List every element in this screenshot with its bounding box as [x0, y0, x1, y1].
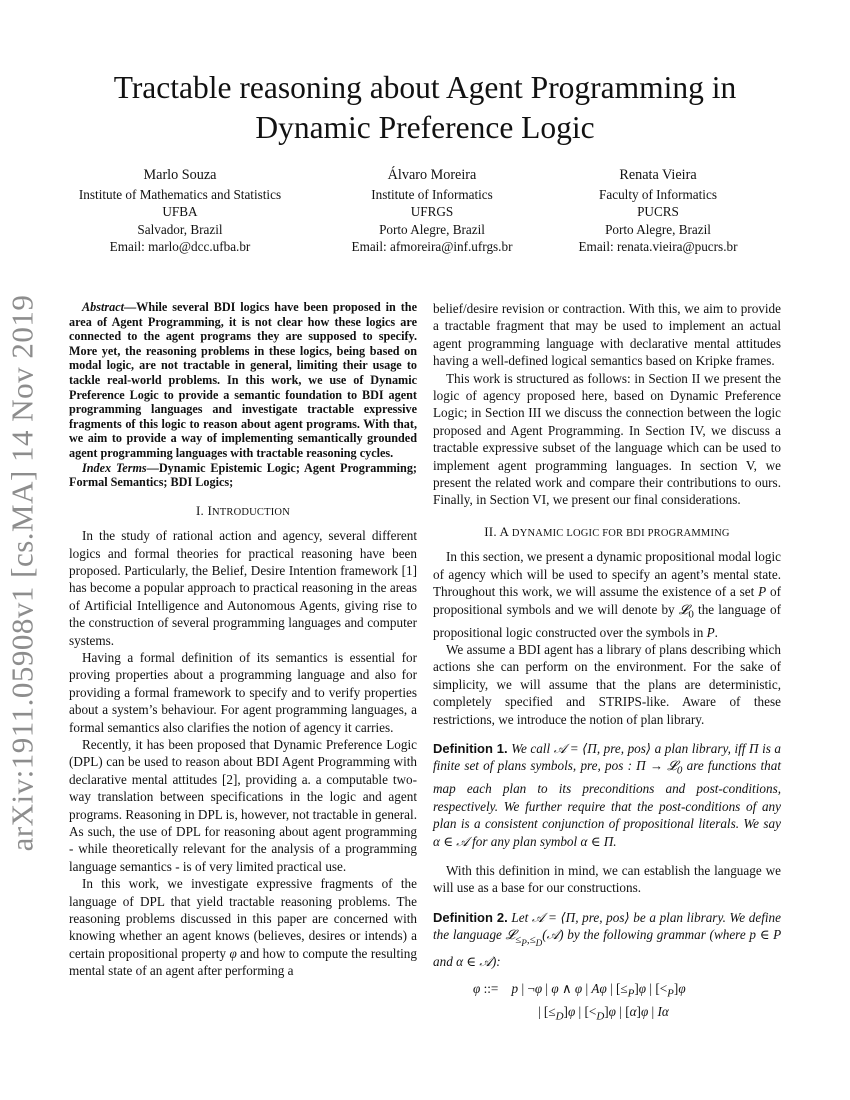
- section-heading-dynamic-logic: II. A DYNAMIC LOGIC FOR BDI PROGRAMMING: [484, 523, 730, 539]
- author-name: Renata Vieira: [619, 167, 697, 183]
- intro-paragraph-3: Recently, it has been proposed that Dynamic Preference Logic (DPL) can be used to reason about BDI Agent Programming with declarative mental attitudes [2], providing a. a computable two-way translation between specifications in the logic and agent programs. Reasoning in DPL is, however, not tractable in general. As such, the use of DPL for reasoning about agent programming - while theoretically relevant for the analysis of a programming language semantics - is of very limited practical use.: [69, 737, 417, 874]
- author-2: [312, 167, 552, 256]
- left-column: [69, 300, 417, 980]
- author-3: [538, 167, 778, 256]
- intro-paragraph-2: Having a formal definition of its semantics is essential for proving properties about a programming language and also for providing a formal framework to specify and to verify properties about a system’s behaviour. For agent programming languages, a formal semantics also clarifies the notion of agency it carries.: [69, 649, 417, 735]
- paper-title: Tractable reasoning about Agent Programming in Dynamic Preference Logic: [113, 70, 737, 145]
- definition-1: Definition 1. We call 𝒜 = ⟨Π, pre, pos⟩ a plan library, iff Π is a finite set of plans symbols, pre, pos : Π → 𝓛$_0$ are functions that map each plan to its preconditions and post-conditions, respectively. We further require that the post-conditions of any plan is a consistent conjunction of propositional literals. We say α ∈ 𝒜 for any plan symbol α ∈ Π.: [433, 740, 782, 849]
- abstract: [69, 300, 417, 461]
- section-heading-introduction: I. INTRODUCTION: [196, 502, 290, 518]
- section2-paragraph-3: With this definition in mind, we can establish the language we will use as a base for our constructions.: [433, 863, 781, 896]
- author-name: Álvaro Moreira: [387, 167, 477, 183]
- author-institution: PUCRS: [637, 204, 679, 219]
- author-email: Email: afmoreira@inf.ufrgs.br: [351, 239, 513, 254]
- author-institution: UFBA: [162, 204, 198, 219]
- definition-2: Definition 2. Let 𝒜 = ⟨Π, pre, pos⟩ be a plan library. We define the language 𝓛$_{\le_P,\le_D}$(𝒜) by the following grammar (where p ∈ P and α ∈ 𝒜):: [433, 909, 781, 969]
- author-email: Email: renata.vieira@pucrs.br: [578, 239, 738, 254]
- author-name: Marlo Souza: [143, 167, 217, 183]
- abstract-label: Abstract: [82, 300, 124, 314]
- arxiv-identifier: arXiv:1911.05908v1 [cs.MA] 14 Nov 2019: [4, 294, 40, 852]
- index-terms: [69, 461, 417, 490]
- intro-paragraph-5: This work is structured as follows: in Section II we present the logic of agency proposed here, based on Dynamic Preference Logic; in Section III we discuss the connection between the logic proposed and Agent Programming. In Section IV, we discuss a tractable expressive subset of the language which can be used to implement agent programming languages. In section V, we present the related work and compare their contributions to ours. Finally, in Section VI, we present our final considerations.: [433, 370, 781, 508]
- index-terms-label: Index Terms: [82, 460, 147, 475]
- author-block: [60, 167, 790, 257]
- section2-paragraph-1: In this section, we present a dynamic propositional modal logic of agency which will be used to specify an agent’s mental state. Throughout this work, we will assume the existence of a set P of propositional symbols and we will denote by 𝓛$_0$ the language of propositional logic constructed over the symbols in P.: [433, 549, 781, 640]
- author-email: Email: marlo@dcc.ufba.br: [109, 239, 251, 254]
- author-affiliation: Institute of Mathematics and Statistics: [78, 186, 282, 202]
- index-terms-text: —Dynamic Epistemic Logic; Agent Programming; Formal Semantics; BDI Logics;: [69, 460, 417, 490]
- abstract-text: —While several BDI logics have been proposed in the area of Agent Programming, it is not clear how these logics are connected to the agent programs they are supposed to specify. More yet, the reasoning problems in these logics, being based on modal logic, are not tractable in general, limiting their usage to tackle real-world problems. In this work, we use of Dynamic Preference Logic to provide a semantic foundation to BDI agent programming languages and investigate tractable expressive fragments of this logic to reason about agent programs. With that, we aim to provide a way of implementing semantically grounded agent programming languages with tractable reasoning cycles.: [69, 300, 417, 460]
- right-column: [433, 300, 781, 1026]
- arxiv-sidebar: [0, 253, 44, 893]
- section2-paragraph-2: We assume a BDI agent has a library of plans describing which actions she can perform on the environment. For the sake of simplicity, we will assume that the plans are deterministic, completely specified and STRIPS-like. Aware of these restrictions, we introduce the notion of plan library.: [433, 641, 781, 727]
- author-location: Porto Alegre, Brazil: [379, 221, 485, 237]
- author-1: [60, 167, 300, 256]
- author-location: Porto Alegre, Brazil: [605, 221, 711, 237]
- intro-paragraph-4: In this work, we investigate expressive fragments of the language of DPL that yield tractable reasoning problems. The reasoning problems discussed in this paper are concerned with knowing whether an agent knows (believes, desires or intends) a certain propositional property φ and how to compute the resulting mental state of an agent after performing a: [69, 876, 417, 979]
- author-affiliation: Faculty of Informatics: [599, 186, 717, 202]
- author-institution: UFRGS: [410, 204, 454, 219]
- intro-paragraph-4-continued: belief/desire revision or contraction. With this, we aim to provide a tractable fragment that may be used to implement an actual agent programming language with declarative mental attitudes having a well-defined logical semantics based on Kripke frames.: [433, 301, 781, 369]
- intro-paragraph-1: In the study of rational action and agency, several different logics and formal theories for practical reasoning have been proposed. Particularly, the Belief, Desire Intention framework [1] has become a popular approach to practical reasoning in the areas of Artificial Intelligence and Autonomous Agents, giving rise to the construction of several programming languages and computer systems.: [69, 528, 417, 648]
- author-affiliation: Institute of Informatics: [371, 186, 493, 202]
- author-location: Salvador, Brazil: [137, 221, 223, 237]
- grammar-formula: φ ::= p | ¬φ | φ ∧ φ | Aφ | $[\le_P]\varphi$ | $[<_P]\varphi$ | $[\le_D]\varphi$ | $[<_D]\varphi$ | [α]φ | Iα: [473, 980, 686, 1023]
